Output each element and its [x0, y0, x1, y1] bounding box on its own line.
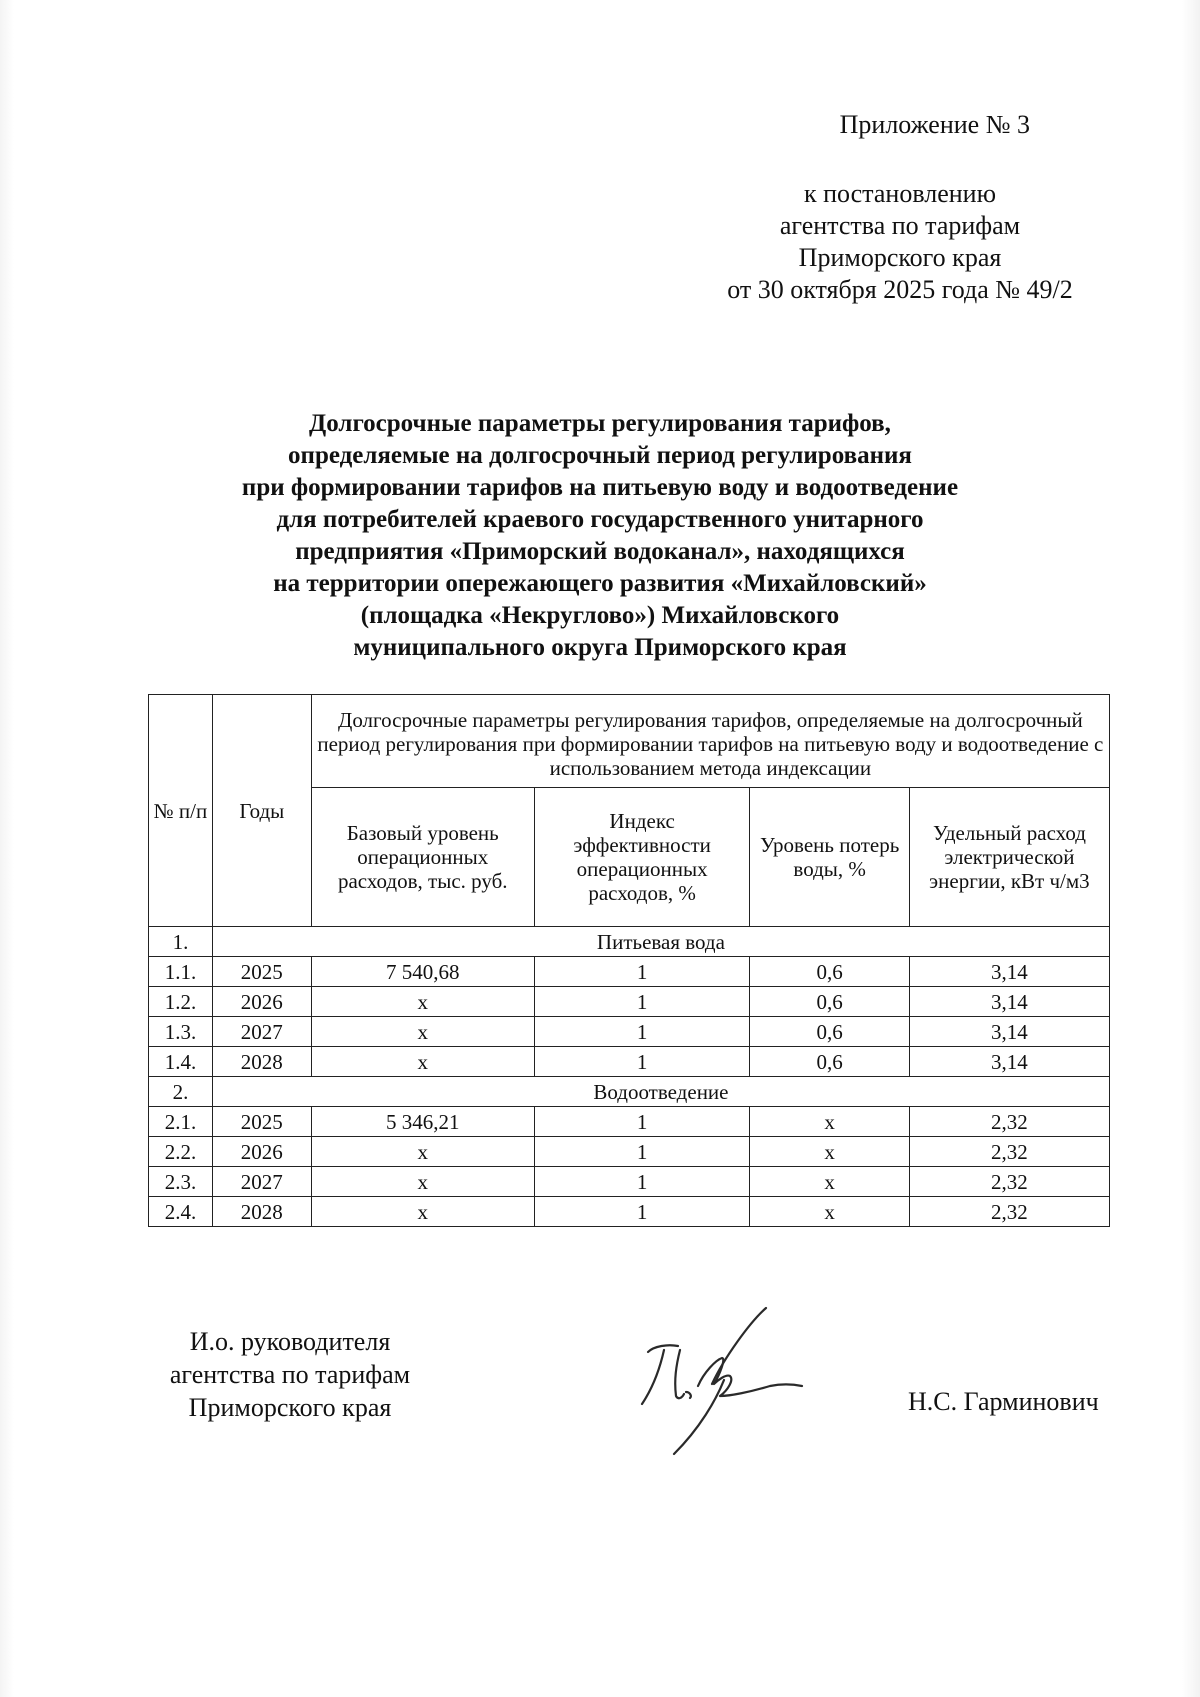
position-line: И.о. руководителя — [189, 1327, 391, 1356]
cell-base: 7 540,68 — [311, 957, 534, 987]
header-base-level: Базовый уровень операционных расходов, тыс. руб. — [311, 788, 534, 927]
title-line: предприятия «Приморский водоканал», находящихся — [295, 538, 905, 565]
cell-base: х — [311, 987, 534, 1017]
cell-year: 2026 — [212, 987, 311, 1017]
title-line: для потребителей краевого государственного унитарного — [276, 506, 924, 533]
position-line: агентства по тарифам — [169, 1360, 411, 1389]
cell-loss: 0,6 — [750, 957, 909, 987]
table-row — [149, 987, 1110, 1017]
cell-loss: х — [750, 1197, 909, 1227]
scan-edge-right — [1182, 0, 1200, 1697]
table-row — [149, 1167, 1110, 1197]
table-row — [149, 1047, 1110, 1077]
header-group: Долгосрочные параметры регулирования тарифов, определяемые на долгосрочный период регулирования при формировании тарифов на питьевую воду и водоотведение с использованием метода индексации — [311, 695, 1109, 788]
cell-loss: 0,6 — [750, 987, 909, 1017]
header-water-loss: Уровень потерь воды, % — [750, 788, 909, 927]
cell-electricity: 3,14 — [909, 987, 1109, 1017]
cell-base: х — [311, 1197, 534, 1227]
cell-num: 1.2. — [149, 987, 213, 1017]
appendix-reference — [680, 178, 1120, 306]
appendix-line: агентства по тарифам — [779, 211, 1021, 240]
title-line: при формировании тарифов на питьевую воду и водоотведение — [241, 474, 959, 501]
cell-loss: х — [750, 1107, 909, 1137]
section-row — [149, 1077, 1110, 1107]
table-row — [149, 1137, 1110, 1167]
header-years: Годы — [212, 695, 311, 927]
cell-electricity: 3,14 — [909, 1047, 1109, 1077]
title-line: Долгосрочные параметры регулирования тарифов, — [309, 410, 891, 437]
cell-electricity: 3,14 — [909, 1017, 1109, 1047]
title-line: определяемые на долгосрочный период регулирования — [288, 442, 912, 469]
cell-year: 2027 — [212, 1167, 311, 1197]
cell-num: 1.1. — [149, 957, 213, 987]
cell-loss: х — [750, 1137, 909, 1167]
table-row — [149, 1017, 1110, 1047]
cell-index: 1 — [534, 957, 750, 987]
parameters-table — [148, 694, 1110, 1227]
cell-loss: 0,6 — [750, 1047, 909, 1077]
cell-base: х — [311, 1017, 534, 1047]
handwritten-signature — [620, 1300, 820, 1460]
cell-electricity: 2,32 — [909, 1107, 1109, 1137]
cell-base: х — [311, 1137, 534, 1167]
position-line: Приморского края — [188, 1393, 392, 1422]
title-line: (площадка «Некруглово») Михайловского — [360, 602, 840, 629]
signatory-position — [140, 1325, 440, 1424]
header-efficiency-index: Индекс эффективности операционных расходов, % — [534, 788, 750, 927]
cell-base: 5 346,21 — [311, 1107, 534, 1137]
header-num: № п/п — [149, 695, 213, 927]
table-row — [149, 957, 1110, 987]
section-num: 1. — [149, 927, 213, 957]
cell-num: 2.2. — [149, 1137, 213, 1167]
cell-index: 1 — [534, 987, 750, 1017]
appendix-line: к постановлению — [803, 179, 997, 208]
cell-loss: 0,6 — [750, 1017, 909, 1047]
cell-year: 2027 — [212, 1017, 311, 1047]
section-num: 2. — [149, 1077, 213, 1107]
cell-num: 1.4. — [149, 1047, 213, 1077]
cell-base: х — [311, 1047, 534, 1077]
cell-year: 2028 — [212, 1047, 311, 1077]
scan-edge-left — [0, 0, 14, 1697]
cell-index: 1 — [534, 1107, 750, 1137]
cell-index: 1 — [534, 1047, 750, 1077]
cell-num: 2.3. — [149, 1167, 213, 1197]
cell-index: 1 — [534, 1167, 750, 1197]
cell-num: 2.1. — [149, 1107, 213, 1137]
cell-electricity: 2,32 — [909, 1167, 1109, 1197]
cell-year: 2028 — [212, 1197, 311, 1227]
document-title — [120, 408, 1080, 664]
section-label: Питьевая вода — [212, 927, 1109, 957]
cell-loss: х — [750, 1167, 909, 1197]
cell-base: х — [311, 1167, 534, 1197]
cell-year: 2025 — [212, 957, 311, 987]
title-line: муниципального округа Приморского края — [353, 634, 847, 661]
header-electricity: Удельный расход электрической энергии, кВт ч/м3 — [909, 788, 1109, 927]
cell-index: 1 — [534, 1197, 750, 1227]
title-line: на территории опережающего развития «Михайловский» — [273, 570, 927, 597]
cell-electricity: 2,32 — [909, 1197, 1109, 1227]
cell-num: 1.3. — [149, 1017, 213, 1047]
appendix-title: Приложение № 3 — [839, 110, 1030, 139]
appendix-line: Приморского края — [798, 243, 1002, 272]
cell-electricity: 2,32 — [909, 1137, 1109, 1167]
cell-year: 2025 — [212, 1107, 311, 1137]
section-label: Водоотведение — [212, 1077, 1109, 1107]
signatory-name: Н.С. Гарминович — [908, 1387, 1099, 1416]
appendix-line: от 30 октября 2025 года № 49/2 — [727, 275, 1073, 304]
table-row — [149, 1107, 1110, 1137]
cell-num: 2.4. — [149, 1197, 213, 1227]
table-row — [149, 1197, 1110, 1227]
cell-year: 2026 — [212, 1137, 311, 1167]
cell-electricity: 3,14 — [909, 957, 1109, 987]
section-row — [149, 927, 1110, 957]
cell-index: 1 — [534, 1137, 750, 1167]
cell-index: 1 — [534, 1017, 750, 1047]
